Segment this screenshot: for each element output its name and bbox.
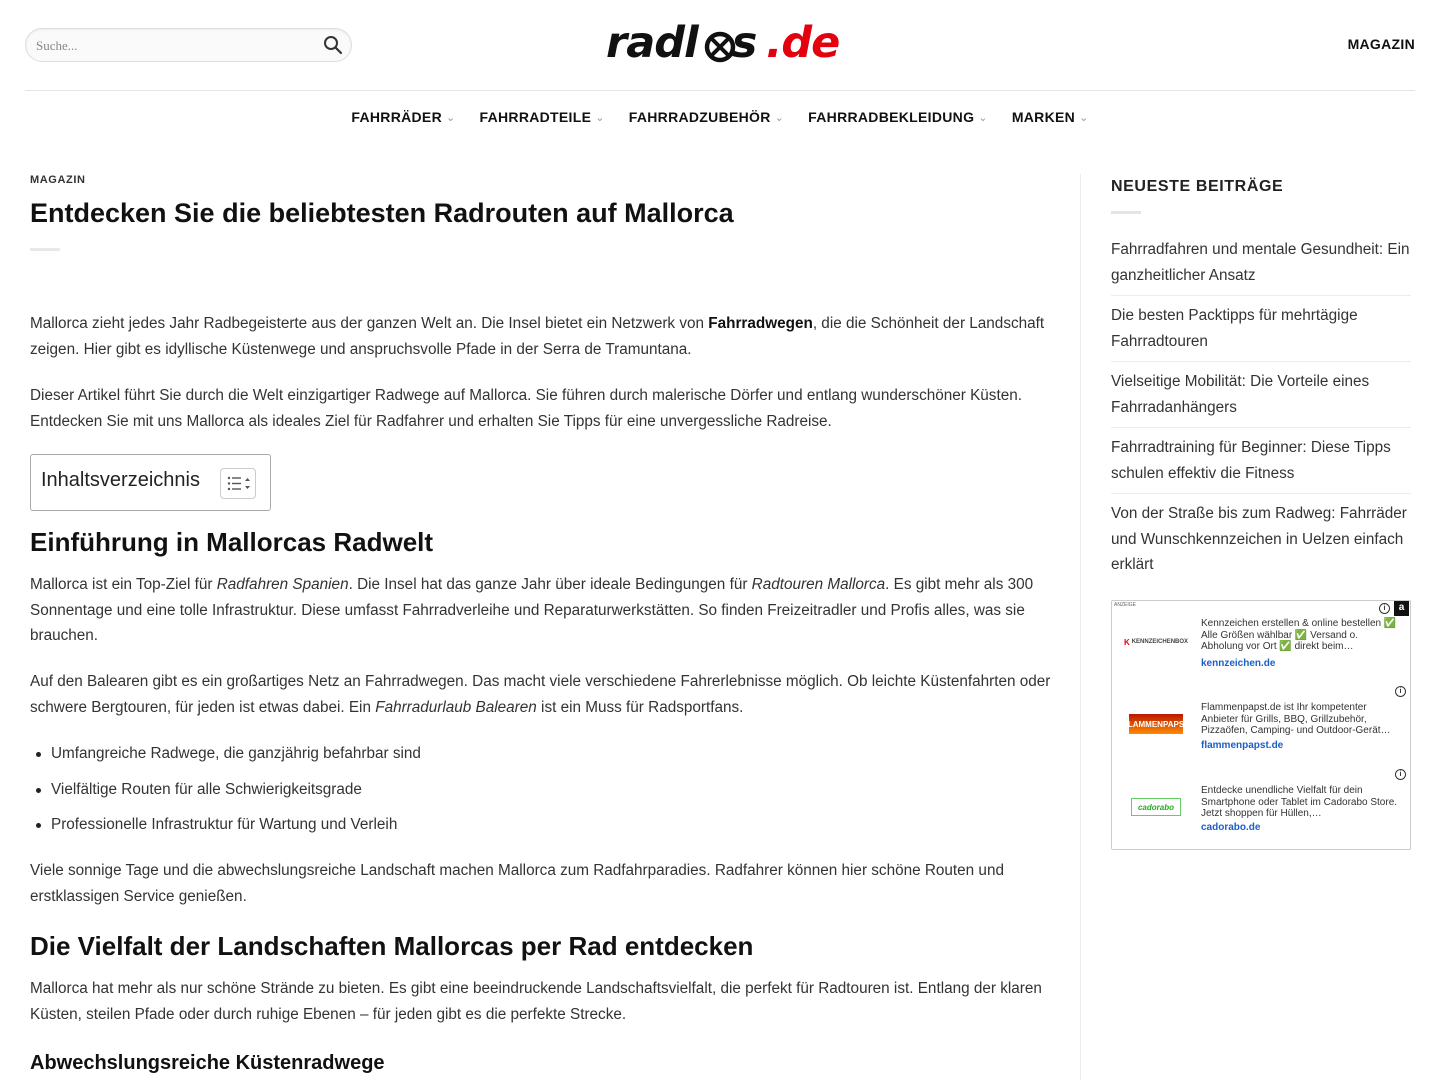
recent-post-link[interactable]: Vielseitige Mobilität: Die Vorteile eines Fahrradanhängers — [1111, 369, 1411, 428]
text-em: Radtouren Mallorca — [751, 576, 886, 593]
paragraph-5: Viele sonnige Tage und die abwechslungsreiche Landschaft machen Mallorca zum Radfahrparadies. Radfahrer können hier schöne Routen und erstklassigen Service genießen. — [30, 862, 1004, 905]
logo-text-dark: radl — [606, 18, 698, 68]
text-em: Fahrradurlaub Balearen — [375, 698, 537, 716]
ad-label: ANZEIGE — [1114, 602, 1136, 608]
wheel-logo-icon — [703, 30, 737, 64]
ad-logo-text: KENNZEICHENBOX — [1131, 639, 1189, 645]
article — [30, 174, 1055, 1074]
ad-url[interactable]: kennzeichen.de — [1201, 658, 1276, 669]
ad-url[interactable]: flammenpapst.de — [1201, 740, 1284, 751]
chevron-down-icon: ⌄ — [1079, 112, 1089, 124]
site-header — [0, 0, 1440, 91]
nav-label: FAHRRADBEKLEIDUNG — [808, 109, 975, 125]
ad-text: Flammenpapst.de ist Ihr kompetenter Anbieter für Grills, BBQ, Grillzubehör, Pizzaöfen, Camping- und Outdoor-Gerät… — [1201, 702, 1391, 736]
nav-label: FAHRRADTEILE — [479, 109, 592, 125]
chevron-down-icon: ⌄ — [445, 112, 456, 124]
nav-label: FAHRRÄDER — [351, 109, 442, 125]
paragraph-4 — [30, 669, 1055, 720]
text-span: Mallorca zieht jedes Jahr Radbegeisterte aus der ganzen Welt an. Die Insel bietet ein Netzwerk von — [30, 315, 709, 332]
cadorabo-logo: cadorabo — [1131, 798, 1181, 816]
list-item: Professionelle Infrastruktur für Wartung und Verleih — [30, 815, 1030, 835]
nav-item-fahrradzubehoer[interactable] — [617, 105, 796, 129]
header-divider — [25, 90, 1415, 91]
search-box — [25, 28, 352, 62]
site-logo[interactable] — [606, 18, 840, 68]
search-input[interactable] — [36, 36, 306, 56]
title-divider — [30, 248, 60, 251]
logo-text-mid: s — [731, 18, 757, 68]
search-icon[interactable] — [323, 35, 343, 55]
sidebar-divider — [1111, 211, 1141, 214]
heading-vielfalt: Die Vielfalt der Landschaften Mallorcas per Rad entdecken — [30, 931, 754, 961]
chevron-down-icon: ⌄ — [774, 112, 785, 124]
chevron-down-icon: ⌄ — [978, 112, 988, 124]
column-divider — [1080, 174, 1081, 1080]
flammenpapst-logo: FLAMMENPAPST — [1129, 714, 1183, 734]
recent-post-link[interactable]: Fahrradtraining für Beginner: Diese Tipps schulen effektiv die Fitness — [1111, 435, 1411, 494]
text-span: Auf den Balearen gibt es ein großartiges Netz an Fahrradwegen. Das macht viele verschiedene Fahrerlebnisse möglich. Ob leichte Küstenfahrten oder schwere Bergtouren, für jeden ist etwas dabei. Ein — [30, 673, 1051, 716]
amazon-icon[interactable]: a — [1394, 601, 1409, 616]
main-nav — [0, 105, 1440, 131]
article-title: Entdecken Sie die beliebtesten Radrouten auf Mallorca — [30, 198, 734, 228]
text-span: . Es gibt mehr als 300 Sonnentage und eine tolle Infrastruktur. Diese umfasst Fahrradverleihe und Reparaturwerkstätten. So finden Freizeitradler und Profis alles, was sie brauchen. — [30, 576, 1034, 644]
paragraph-2: Dieser Artikel führt Sie durch die Welt einzigartiger Radwege auf Mallorca. Sie führen durch malerische Dörfer und entlang wunderschöner Küsten. Entdecken Sie mit uns Mallorca als ideales Ziel für Radfahrer und erhalten Sie Tipps für eine unvergessliche Radreise. — [30, 387, 1022, 430]
info-icon[interactable]: i — [1395, 686, 1406, 697]
nav-label: FAHRRADZUBEHÖR — [628, 109, 771, 125]
nav-item-fahrradteile[interactable] — [468, 105, 617, 129]
nav-item-fahrraeder[interactable] — [339, 105, 467, 129]
list-item: Vielfältige Routen für alle Schwierigkeitsgrade — [30, 780, 1030, 800]
feature-list — [30, 744, 1030, 835]
text-em: Radfahren Spanien — [216, 576, 349, 593]
sidebar — [1111, 174, 1411, 592]
recent-posts — [1111, 237, 1411, 585]
recent-post-link[interactable]: Von der Straße bis zum Radweg: Fahrräder und Wunschkennzeichen in Uelzen einfach erklärt — [1111, 505, 1407, 573]
chevron-down-icon: ⌄ — [595, 112, 605, 124]
info-icon[interactable]: i — [1395, 769, 1406, 780]
ad-item-flammenpapst[interactable] — [1112, 691, 1410, 771]
logo-text-red: .de — [766, 18, 840, 68]
text-strong: Fahrradwegen — [708, 315, 813, 332]
paragraph-intro — [30, 311, 1055, 362]
toc-title: Inhaltsverzeichnis — [41, 469, 200, 491]
text-span: , die die Schönheit der Landschaft zeigen. Hier gibt es idyllische Küstenwege und anspruchsvolle Pfade in der Serra de Tramuntana. — [30, 315, 1045, 358]
kennzeichen-logo — [1123, 631, 1189, 653]
ad-banner — [1111, 600, 1411, 850]
nav-item-marken[interactable] — [1000, 105, 1101, 129]
ad-item-cadorabo[interactable] — [1112, 774, 1410, 854]
list-item: Umfangreiche Radwege, die ganzjährig befahrbar sind — [30, 744, 1030, 764]
nav-label: MARKEN — [1011, 109, 1076, 125]
paragraph-3 — [30, 572, 1055, 649]
recent-post-link[interactable]: Die besten Packtipps für mehrtägige Fahrradtouren — [1111, 303, 1411, 362]
ad-text: Entdecke unendliche Vielfalt für dein Smartphone oder Tablet im Cadorabo Store. Jetzt shoppen für Hüllen,… — [1201, 785, 1398, 819]
heading-einfuehrung: Einführung in Mallorcas Radwelt — [30, 527, 434, 557]
text-span: Mallorca ist ein Top-Ziel für — [30, 576, 217, 593]
info-icon[interactable]: i — [1379, 603, 1390, 614]
list-toggle-icon — [221, 469, 255, 498]
paragraph-6: Mallorca hat mehr als nur schöne Strände zu bieten. Es gibt eine beeindruckende Landschaftsvielfalt, die perfekt für Radtouren ist. Entlang der klaren Küsten, steilen Pfade oder durch ruhige Ebenen – für jeden gibt es die perfekte Strecke. — [30, 980, 1042, 1023]
ad-item-kennzeichen[interactable] — [1112, 609, 1410, 689]
recent-post-link[interactable]: Fahrradfahren und mentale Gesundheit: Ein ganzheitlicher Ansatz — [1111, 237, 1411, 296]
text-span: . Die Insel hat das ganze Jahr über ideale Bedingungen für — [348, 576, 752, 593]
sidebar-heading: NEUESTE BEITRÄGE — [1111, 178, 1284, 195]
k-logo-icon: K — [1123, 637, 1130, 647]
toc-toggle-button[interactable] — [220, 468, 256, 499]
header-magazin-link[interactable]: MAGAZIN — [1347, 36, 1415, 52]
article-category[interactable]: MAGAZIN — [30, 174, 86, 186]
ad-url[interactable]: cadorabo.de — [1201, 822, 1261, 833]
table-of-contents — [30, 454, 271, 511]
text-span: ist ein Muss für Radsportfans. — [536, 698, 744, 716]
nav-item-fahrradbekleidung[interactable] — [796, 105, 1000, 129]
ad-text: Kennzeichen erstellen & online bestellen ✅ Alle Größen wählbar ✅ Versand o. Abholung vor Ort ✅ direkt beim… — [1201, 618, 1397, 652]
heading-kuestenradwege: Abwechslungsreiche Küstenradwege — [30, 1052, 385, 1074]
